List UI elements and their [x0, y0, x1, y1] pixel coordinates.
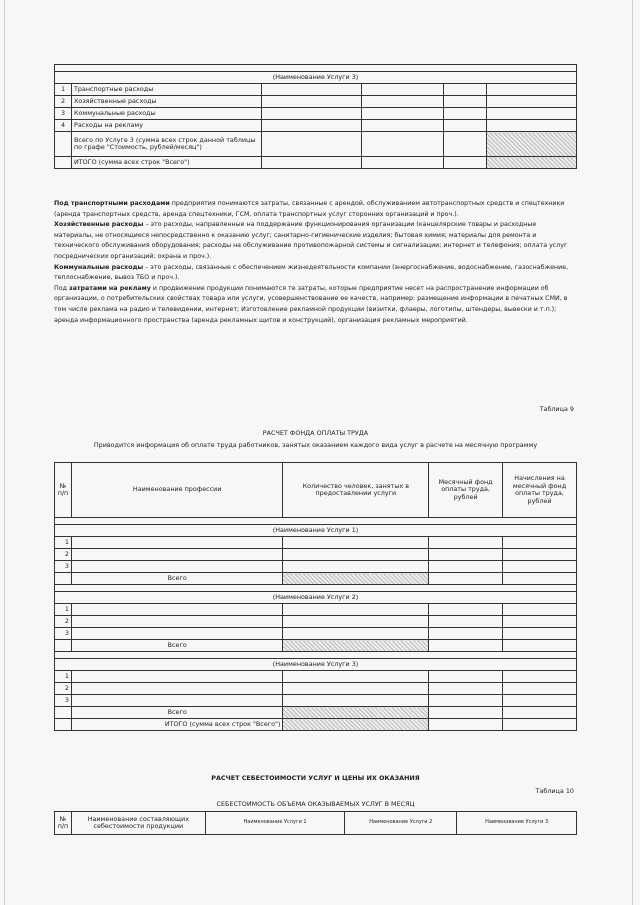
row-number: 1 [55, 84, 72, 96]
hatched-cell [283, 640, 429, 652]
table-header-row [55, 812, 577, 835]
table-row [55, 96, 577, 108]
table-row [55, 84, 577, 96]
hatched-cell [487, 157, 577, 169]
table9-title: РАСЧЕТ ФОНДА ОПЛАТЫ ТРУДА [262, 429, 369, 437]
col-service3-header: Наименование Услуги 3 [457, 812, 577, 835]
service-header: (Наименование Услуги 3) [55, 72, 577, 84]
table-row [55, 525, 577, 537]
row-number: 4 [55, 120, 72, 132]
row-number: 2 [55, 616, 72, 628]
table-row [55, 549, 577, 561]
table-row [55, 108, 577, 120]
col-num-header: № п/п [55, 463, 72, 518]
table-row [55, 695, 577, 707]
row-number: 1 [55, 537, 72, 549]
grand-total-label: ИТОГО (сумма всех строк "Всего") [71, 719, 282, 731]
table-header-row [55, 463, 577, 518]
row-number: 3 [55, 561, 72, 573]
table-row [55, 537, 577, 549]
table-row [55, 132, 577, 157]
paragraph-advertising: Под затратами на рекламу и продвижение продукции понимаются те затраты, которые предприятие несет на распространение информации об организации, о потребительских свойствах товара или услуги, усовершенствование ее качеств, например: размещение информации в печатных СМИ, в том числе реклама на радио и телевидении, интернет; Изготовление рекламной продукции (визитки, флаеры, логотипы, штендеры, вывески и т.п.); аренда информационного пространства (аренда рекламных щитов и конструкций), организация рекламных мероприятий. [54, 284, 568, 324]
page-edge-left [4, 0, 5, 905]
table9-payroll [54, 462, 577, 731]
table10-title: СЕБЕСТОИМОСТЬ ОБЪЕМА ОКАЗЫВАЕМЫХ УСЛУГ В МЕСЯЦ [216, 800, 415, 808]
definitions-text [54, 199, 577, 326]
row-number: 1 [55, 671, 72, 683]
group-total-label: Всего [71, 573, 282, 585]
group-total-label: Всего [71, 640, 282, 652]
term-transport: Под транспортными расходами [54, 200, 170, 207]
top-expenses-table [54, 64, 577, 169]
table-row [55, 707, 577, 719]
table-row [55, 592, 577, 604]
table-row [55, 719, 577, 731]
table-row [55, 604, 577, 616]
hatched-cell [283, 707, 429, 719]
row-number: 1 [55, 604, 72, 616]
col-accrual-header: Начисления на месячный фонд оплаты труда, рублей [503, 463, 577, 518]
col-num-header: № п/п [55, 812, 72, 835]
service-header: (Наименование Услуги 1) [55, 525, 577, 537]
table10-cost [54, 811, 577, 835]
paragraph-utilities: Коммунальные расходы – это расходы, связанные с обеспечением жизнедеятельности компании (энергоснабжение, водоснабжение, газоснабжение, теплоснабжение, вывоз ТБО и проч.). [54, 263, 569, 282]
col-count-header: Количество человек, занятых в предоставлении услуги [283, 463, 429, 518]
col-monthly-fund-header: Месячный фонд оплаты труда, рублей [429, 463, 503, 518]
row-label: Транспортные расходы [71, 84, 261, 96]
service-header: (Наименование Услуги 3) [55, 659, 577, 671]
table-row [55, 120, 577, 132]
table-row [55, 72, 577, 84]
term-advertising: затратами на рекламу [68, 284, 151, 292]
service-header: (Наименование Услуги 2) [55, 592, 577, 604]
page-edge-right [632, 0, 633, 905]
row-label: Расходы на рекламу [71, 120, 261, 132]
row-number: 3 [55, 628, 72, 640]
row-number: 3 [55, 108, 72, 120]
table9-subtitle: Приводится информация об оплате труда работников, занятых оказанием каждого вида услуг в расчете на месячную программу [93, 441, 538, 449]
row-number: 2 [55, 96, 72, 108]
col-components-header: Наименование составляющих себестоимости продукции [71, 812, 205, 835]
hatched-cell [283, 719, 429, 731]
term-utilities: Коммунальные расходы [54, 263, 144, 271]
group-total-label: Всего [71, 707, 282, 719]
table-row [55, 616, 577, 628]
row-label: Хозяйственные расходы [71, 96, 261, 108]
term-household: Хозяйственные расходы [54, 221, 144, 229]
service-total-label: Всего по Услуге 3 (сумма всех строк данной таблицы по графе "Стоимость, рублей/месяц") [71, 132, 261, 157]
table-row [55, 628, 577, 640]
table9-label: Таблица 9 [539, 405, 574, 413]
col-service1-header: Наименование Услуги 1 [205, 812, 345, 835]
table-row [55, 671, 577, 683]
table-row [55, 561, 577, 573]
table-row [55, 157, 577, 169]
row-number: 2 [55, 549, 72, 561]
row-label: Коммунальные расходы [71, 108, 261, 120]
table-row [55, 65, 577, 72]
paragraph-household: Хозяйственные расходы – это расходы, направленные на поддержание функционирования организации (канцелярские товары и расходные материалы, не относящиеся непосредственно к оказанию услуг; санитарно-гигиенические изделия; бытовая химия; материалы для ремонта и технического обслуживания оборудования; расходы на обслуживание противопожарной системы и сигнализации; интернет и телефония; оплата услуг посреднических организаций; охрана и проч.). [54, 221, 568, 260]
table10-label: Таблица 10 [535, 787, 574, 795]
paragraph-transport: Под транспортными расходами предприятия понимаются затраты, связанные с арендой, обслуживанием автотранспортных средств и спецтехники (аренда транспортных средств, аренда спецтехники, ГСМ, оплата транспортных услуг сторонних организаций и проч.). [54, 200, 565, 218]
hatched-cell [283, 573, 429, 585]
grand-total-label: ИТОГО (сумма всех строк "Всего") [71, 157, 261, 169]
cost-section-heading: РАСЧЕТ СЕБЕСТОИМОСТИ УСЛУГ И ЦЕНЫ ИХ ОКАЗАНИЯ [211, 774, 420, 782]
col-service2-header: Наименование Услуги 2 [345, 812, 457, 835]
row-number: 3 [55, 695, 72, 707]
table-row [55, 683, 577, 695]
hatched-cell [487, 132, 577, 157]
table-row [55, 659, 577, 671]
col-profession-header: Наименование профессии [71, 463, 282, 518]
row-number: 2 [55, 683, 72, 695]
table-row [55, 573, 577, 585]
table-row [55, 640, 577, 652]
